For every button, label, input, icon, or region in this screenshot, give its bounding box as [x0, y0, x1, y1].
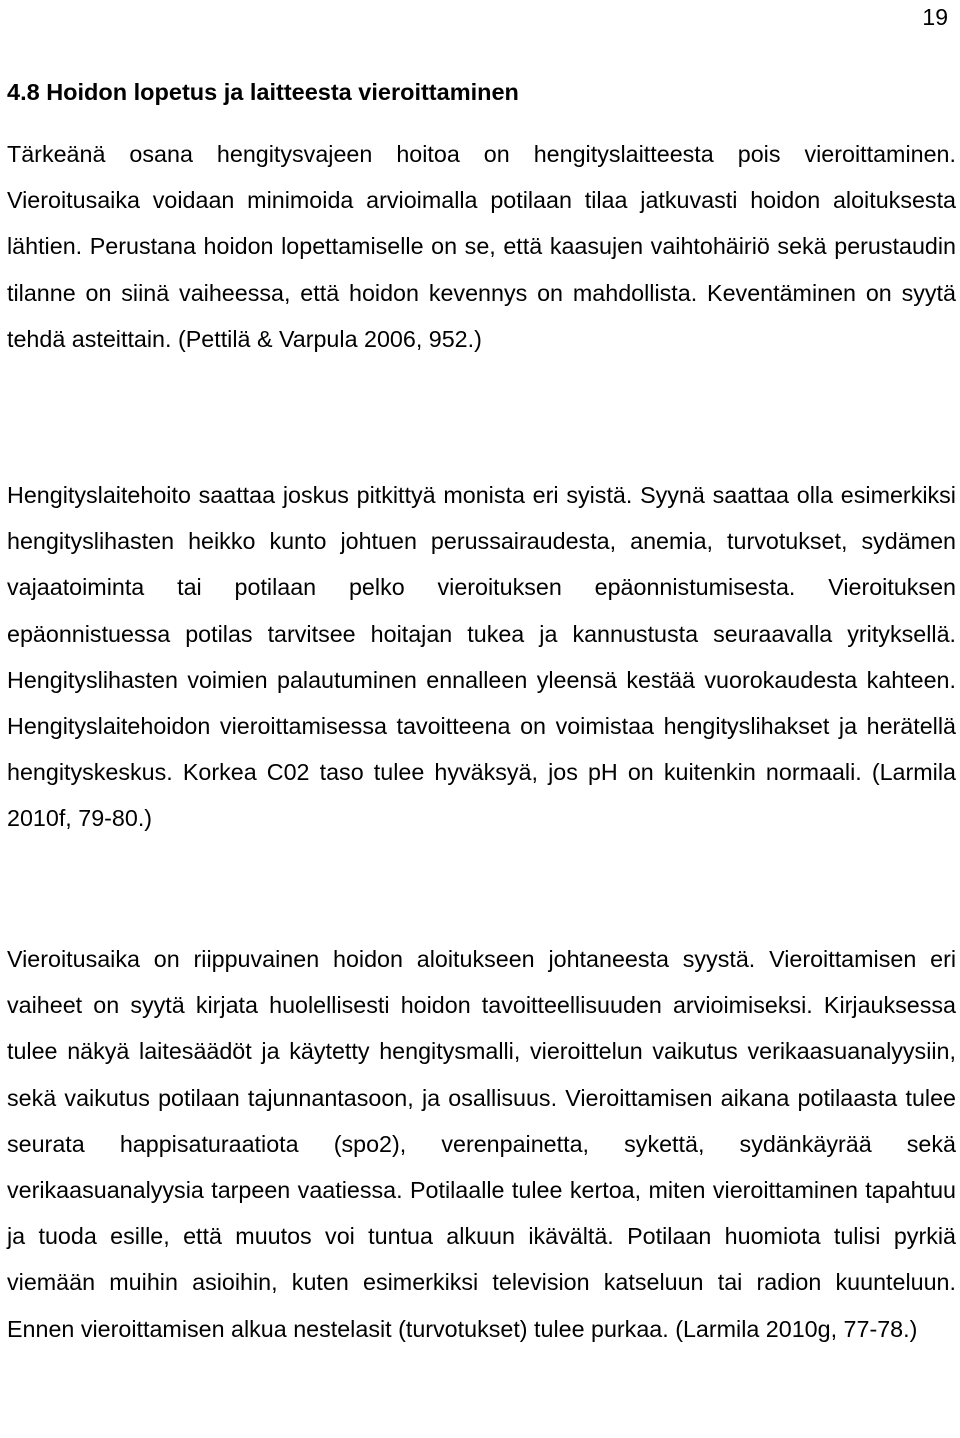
paragraph-weaning-documentation: Vieroitusaika on riippuvainen hoidon aloitukseen johtaneesta syystä. Vieroittamisen eri vaiheet on syytä kirjata huolellisesti hoidon tavoitteellisuuden arvioimiseksi. Kirjauksessa tulee näkyä laitesäädöt ja käytetty hengitysmalli, vieroittelun vaikutus verikaasuanalyysiin, sekä vaikutus potilaan tajunnantasoon, ja osallisuus. Vieroittamisen aikana potilaasta tulee seurata happisaturaatiota (spo2), verenpainetta, sykettä, sydänkäyrää sekä verikaasuanalyysia tarpeen vaatiessa. Potilaalle tulee kertoa, miten vieroittaminen tapahtuu ja tuoda esille, että muutos voi tuntua alkuun ikävältä. Potilaan huomiota tulisi pyrkiä viemään muihin asioihin, kuten esimerkiksi television katseluun tai radion kuunteluun. Ennen vieroittamisen alkua nestelasit (turvotukset) tulee purkaa. (Larmila 2010g, 77-78.) [7, 946, 956, 1342]
page-number: 19 [922, 4, 948, 30]
paragraph-weaning-intro: Tärkeänä osana hengitysvajeen hoitoa on hengityslaitteesta pois vieroittaminen. Vieroitusaika voidaan minimoida arvioimalla potilaan tilaa jatkuvasti hoidon aloituksesta lähtien. Perustana hoidon lopettamiselle on se, että kaasujen vaihtohäiriö sekä perustaudin tilanne on siinä vaiheessa, että hoidon kevennys on mahdollista. Keventäminen on syytä tehdä asteittain. (Pettilä & Varpula 2006, 952.) [7, 141, 956, 352]
section-heading: 4.8 Hoidon lopetus ja laitteesta vieroittaminen [7, 79, 519, 105]
paragraph-prolonged-ventilation: Hengityslaitehoito saattaa joskus pitkittyä monista eri syistä. Syynä saattaa olla esimerkiksi hengityslihasten heikko kunto johtuen perussairaudesta, anemia, turvotukset, sydämen vajaatoiminta tai potilaan pelko vieroituksen epäonnistumisesta. Vieroituksen epäonnistuessa potilas tarvitsee hoitajan tukea ja kannustusta seuraavalla yrityksellä. Hengityslihasten voimien palautuminen ennalleen yleensä kestää vuorokaudesta kahteen. Hengityslaitehoidon vieroittamisessa tavoitteena on voimistaa hengityslihakset ja herätellä hengityskeskus. Korkea C02 taso tulee hyväksyä, jos pH on kuitenkin normaali. (Larmila 2010f, 79-80.) [7, 482, 956, 832]
